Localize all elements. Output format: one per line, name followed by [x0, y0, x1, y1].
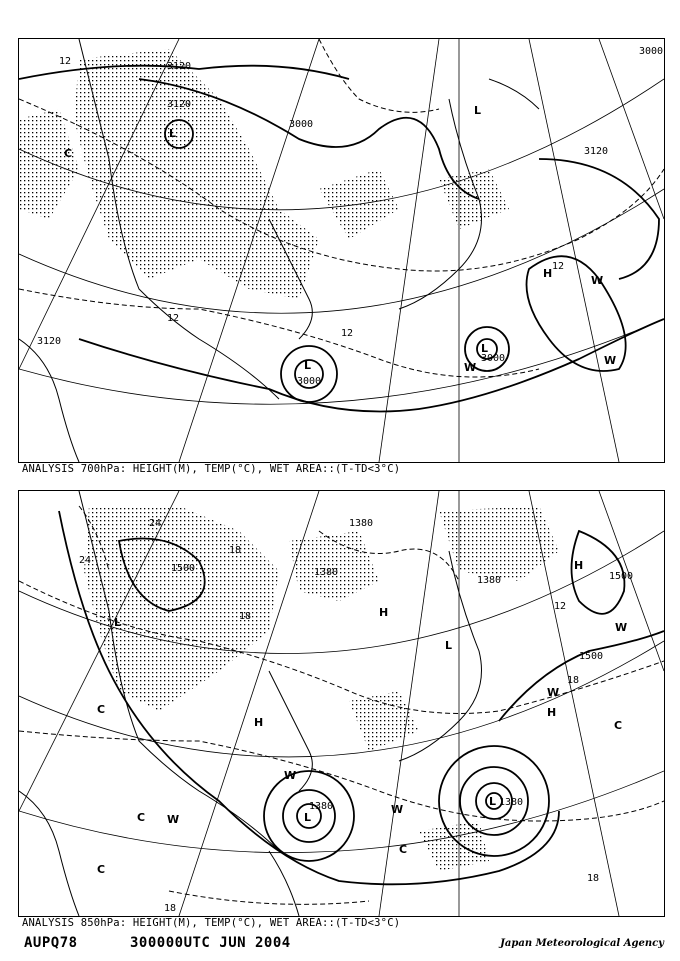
temp-label: 12	[59, 56, 72, 67]
map-700hpa	[19, 39, 664, 462]
high-center: H	[379, 606, 389, 619]
warm-mark: W	[591, 274, 604, 287]
chart-footer	[24, 935, 664, 955]
map-850hpa	[19, 491, 664, 916]
height-label: 3000	[289, 119, 314, 130]
temp-label: 18	[587, 873, 600, 884]
height-label: 1380	[314, 567, 339, 578]
warm-mark: W	[615, 621, 628, 634]
height-label: 3000	[481, 353, 506, 364]
temp-label: 12	[552, 261, 565, 272]
height-label: 3000	[297, 376, 322, 387]
wet-area-shading	[19, 49, 509, 299]
height-label: 3120	[584, 146, 609, 157]
cold-mark: C	[399, 843, 408, 856]
cold-mark: C	[64, 147, 73, 160]
height-label: 1500	[579, 651, 604, 662]
height-label: 3000	[639, 46, 664, 57]
caption-850hpa: ANALYSIS 850hPa: HEIGHT(M), TEMP(°C), WET AREA::(T-TD<3°C)	[22, 917, 401, 929]
warm-mark: W	[167, 813, 180, 826]
temp-label: 18	[164, 903, 177, 914]
cold-mark: C	[97, 703, 106, 716]
height-label: 1380	[349, 518, 374, 529]
cold-mark: C	[614, 719, 623, 732]
chart-id: AUPQ78	[24, 935, 78, 951]
warm-mark: W	[284, 769, 297, 782]
temp-label: 12	[341, 328, 354, 339]
height-label: 1380	[309, 801, 334, 812]
temp-label: 18	[239, 611, 252, 622]
high-center: H	[547, 706, 557, 719]
high-center: H	[574, 559, 584, 572]
map-panel-700hpa	[18, 38, 665, 463]
height-label: 1380	[499, 797, 524, 808]
height-label: 1380	[477, 575, 502, 586]
temp-label: 24	[149, 518, 162, 529]
caption-700hpa: ANALYSIS 700hPa: HEIGHT(M), TEMP(°C), WET AREA::(T-TD<3°C)	[22, 463, 401, 475]
warm-mark: W	[604, 354, 617, 367]
temp-label: 24	[79, 555, 92, 566]
low-center: L	[169, 127, 177, 140]
warm-mark: W	[391, 803, 404, 816]
low-center: L	[114, 616, 122, 629]
temp-label: 12	[167, 313, 180, 324]
low-center: L	[474, 104, 482, 117]
height-label: 3120	[167, 99, 192, 110]
height-label: 3120	[167, 61, 192, 72]
temp-label: 12	[554, 601, 567, 612]
warm-mark: W	[547, 686, 560, 699]
high-center: H	[254, 716, 264, 729]
map-panel-850hpa	[18, 490, 665, 917]
low-center: L	[481, 342, 489, 355]
height-label: 1500	[609, 571, 634, 582]
cold-mark: C	[97, 863, 106, 876]
high-center: H	[543, 267, 553, 280]
low-center: L	[304, 359, 312, 372]
temp-label: 18	[229, 545, 242, 556]
height-label: 3120	[37, 336, 62, 347]
warm-mark: W	[464, 361, 477, 374]
low-center: L	[445, 639, 453, 652]
low-center: L	[489, 795, 497, 808]
temp-label: 18	[567, 675, 580, 686]
agency-credit: Japan Meteorological Agency	[500, 938, 664, 949]
cold-mark: C	[137, 811, 146, 824]
low-center: L	[304, 811, 312, 824]
height-label: 1500	[171, 563, 196, 574]
analysis-timestamp: 300000UTC JUN 2004	[130, 935, 291, 951]
